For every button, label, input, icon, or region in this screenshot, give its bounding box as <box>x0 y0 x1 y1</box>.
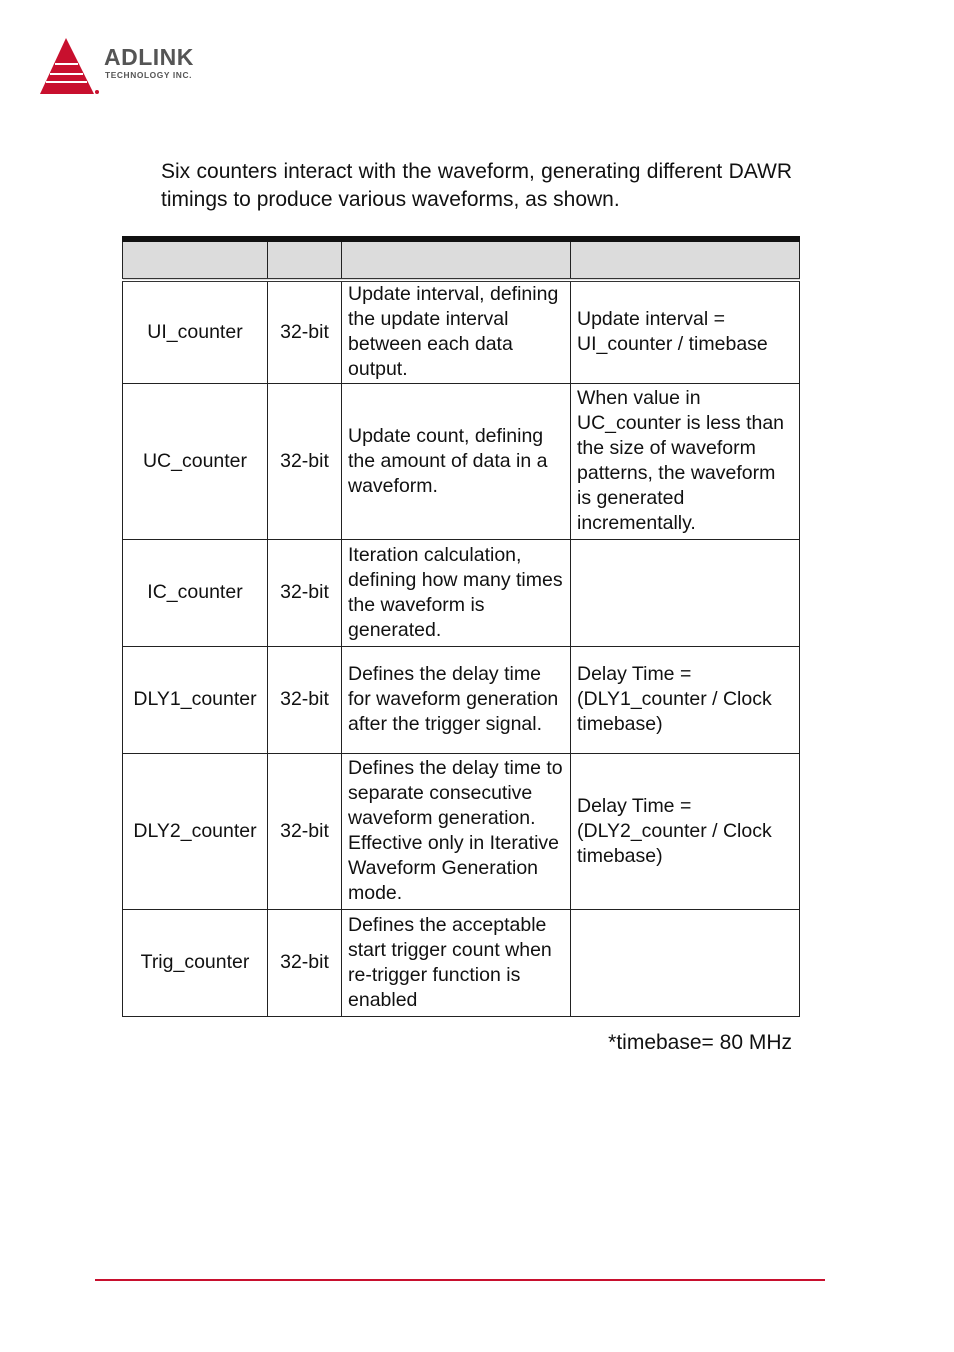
counter-description: Iteration calculation, defining how many times the waveform is generated. <box>342 539 571 646</box>
logo-triangle-icon <box>38 36 102 98</box>
table-row <box>123 909 800 1016</box>
counter-name: UI_counter <box>123 280 268 383</box>
counter-description: Update interval, defining the update interval between each data output. <box>342 280 571 383</box>
table-row <box>123 383 800 539</box>
footer-divider <box>95 1279 825 1281</box>
counter-name: UC_counter <box>123 383 268 539</box>
counter-formula <box>571 539 800 646</box>
counter-formula: Delay Time = (DLY1_counter / Clock timebase) <box>571 646 800 753</box>
timebase-footnote: *timebase= 80 MHz <box>608 1031 792 1054</box>
counter-formula: Update interval = UI_counter / timebase <box>571 280 800 383</box>
company-logo <box>38 36 238 100</box>
table-row <box>123 646 800 753</box>
table-row <box>123 539 800 646</box>
counter-description: Update count, defining the amount of data in a waveform. <box>342 383 571 539</box>
counters-table <box>122 236 800 1017</box>
counter-width: 32-bit <box>268 383 342 539</box>
counter-width: 32-bit <box>268 646 342 753</box>
counter-description: Defines the acceptable start trigger count when re-trigger function is enabled <box>342 909 571 1016</box>
counter-formula: When value in UC_counter is less than the size of waveform patterns, the waveform is generated incrementally. <box>571 383 800 539</box>
counter-name: DLY2_counter <box>123 753 268 909</box>
header-cell <box>123 239 268 280</box>
counter-width: 32-bit <box>268 753 342 909</box>
logo-wordmark: ADLINK <box>104 44 194 70</box>
counter-description: Defines the delay time for waveform generation after the trigger signal. <box>342 646 571 753</box>
intro-paragraph: Six counters interact with the waveform, generating different DAWR timings to produce various waveforms, as shown. <box>161 160 792 211</box>
counter-width: 32-bit <box>268 539 342 646</box>
header-cell <box>571 239 800 280</box>
counter-width: 32-bit <box>268 280 342 383</box>
header-cell <box>268 239 342 280</box>
counter-formula <box>571 909 800 1016</box>
counter-width: 32-bit <box>268 909 342 1016</box>
counter-name: Trig_counter <box>123 909 268 1016</box>
counter-name: DLY1_counter <box>123 646 268 753</box>
header-cell <box>342 239 571 280</box>
table-row <box>123 280 800 383</box>
table-header-row <box>123 239 800 280</box>
table-row <box>123 753 800 909</box>
counter-description: Defines the delay time to separate consecutive waveform generation. Effective only in Iterative Waveform Generation mode. <box>342 753 571 909</box>
logo-tagline: TECHNOLOGY INC. <box>105 70 193 80</box>
counter-name: IC_counter <box>123 539 268 646</box>
counter-formula: Delay Time = (DLY2_counter / Clock timebase) <box>571 753 800 909</box>
